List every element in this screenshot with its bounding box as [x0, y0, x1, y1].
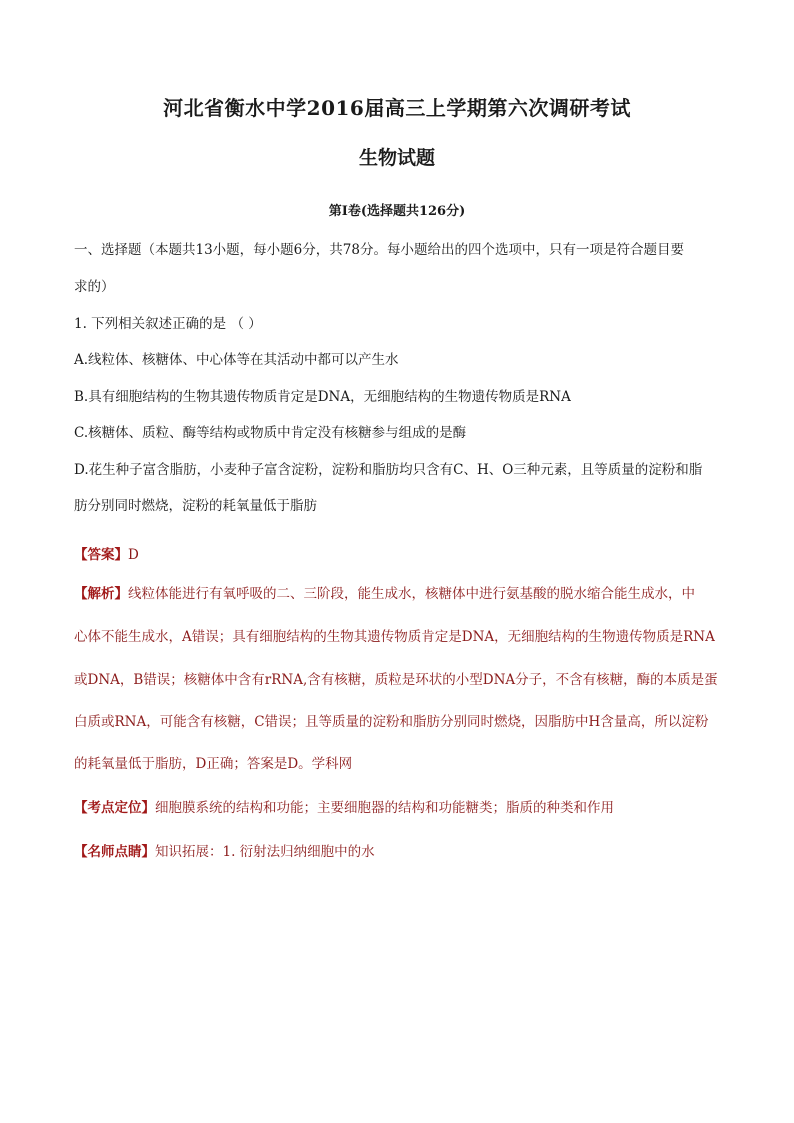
analysis-line-4: 白质或RNA，可能含有核糖，C错误；且等质量的淀粉和脂肪分别同时燃烧，因脂肪中H含量高，所以淀粉 — [74, 714, 709, 730]
analysis-line-2: 心体不能生成水，A错误；具有细胞结构的生物其遗传物质肯定是DNA，无细胞结构的生物遗传物质是RNA — [74, 629, 715, 645]
page-subtitle: 生物试题 — [358, 147, 435, 169]
option-c: C.核糖体、质粒、酶等结构或物质中肯定没有核糖参与组成的是酶 — [74, 425, 467, 441]
answer-label: 【答案】 — [74, 547, 128, 563]
page-title: 河北省衡水中学2016届高三上学期第六次调研考试 — [163, 96, 631, 120]
instructions-line-2: 求的） — [74, 279, 115, 295]
exam-point-line — [74, 796, 724, 816]
option-a: A.线粒体、核糖体、中心体等在其活动中都可以产生水 — [74, 352, 399, 368]
analysis-line-3: 或DNA，B错误；核糖体中含有rRNA,含有核糖，质粒是环状的小型DNA分子，不含有核糖，酶的本质是蛋 — [74, 672, 718, 688]
section-heading: 第I卷(选择题共126分) — [328, 204, 466, 219]
teacher-note-label: 【名师点睛】 — [74, 844, 155, 860]
teacher-note-line — [74, 840, 724, 860]
option-d-line-1: D.花生种子富含脂肪，小麦种子富含淀粉，淀粉和脂肪均只含有C、H、O三种元素，且等质量的淀粉和脂 — [74, 462, 703, 478]
analysis-label: 【解析】 — [74, 586, 128, 602]
option-b: B.具有细胞结构的生物其遗传物质肯定是DNA，无细胞结构的生物遗传物质是RNA — [74, 389, 571, 405]
exam-point-text: 细胞膜系统的结构和功能；主要细胞器的结构和功能糖类；脂质的种类和作用 — [155, 800, 614, 816]
analysis-line-1 — [74, 582, 724, 602]
analysis-text-1: 线粒体能进行有氧呼吸的二、三阶段，能生成水，核糖体中进行氨基酸的脱水缩合能生成水，中 — [128, 586, 695, 602]
exam-point-label: 【考点定位】 — [74, 800, 155, 816]
analysis-line-5: 的耗氧量低于脂肪，D正确；答案是D。学科网 — [74, 756, 353, 772]
answer-line — [74, 543, 724, 563]
option-d-line-2: 肪分别同时燃烧，淀粉的耗氧量低于脂肪 — [74, 498, 317, 514]
question-stem: 1. 下列相关叙述正确的是 （ ） — [74, 316, 262, 332]
answer-value: D — [128, 547, 139, 563]
teacher-note-text: 知识拓展：1. 衍射法归纳细胞中的水 — [155, 844, 375, 860]
instructions-line-1: 一、选择题（本题共13小题，每小题6分，共78分。每小题给出的四个选项中，只有一项是符合题目要 — [74, 242, 684, 258]
